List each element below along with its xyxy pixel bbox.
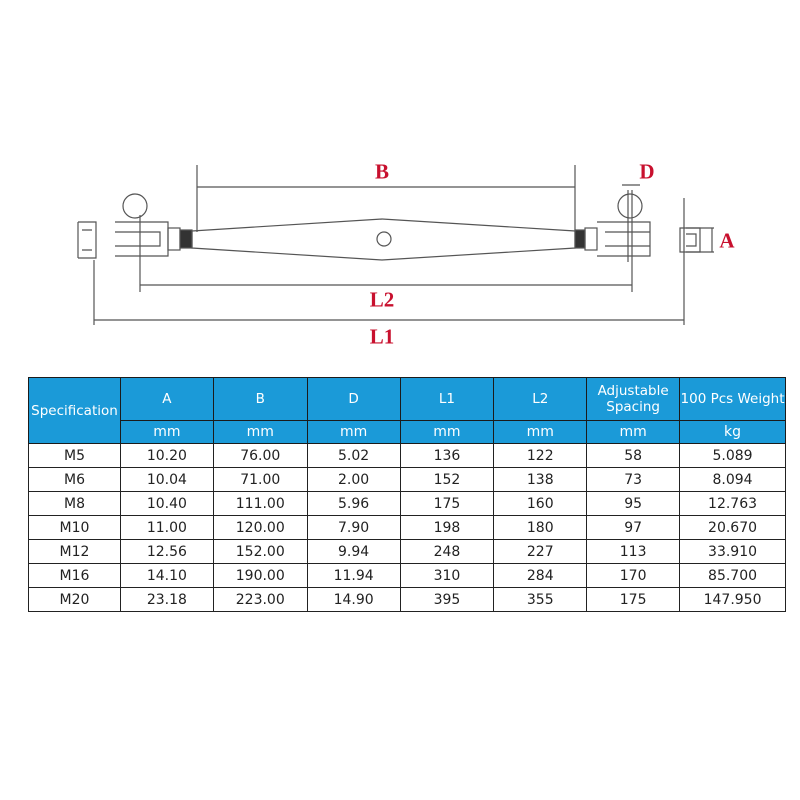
unit-cell: mm <box>494 421 587 444</box>
value-cell: 76.00 <box>213 444 307 468</box>
value-cell: 152 <box>400 468 494 492</box>
unit-cell: mm <box>400 421 494 444</box>
table-row <box>29 492 786 516</box>
value-cell: 113 <box>587 540 680 564</box>
value-cell: 10.40 <box>120 492 213 516</box>
value-cell: 284 <box>494 564 587 588</box>
value-cell: 58 <box>587 444 680 468</box>
value-cell: 12.56 <box>120 540 213 564</box>
spec-cell: M5 <box>29 444 121 468</box>
unit-cell: mm <box>307 421 400 444</box>
value-cell: 190.00 <box>213 564 307 588</box>
value-cell: 12.763 <box>680 492 786 516</box>
value-cell: 147.950 <box>680 588 786 612</box>
value-cell: 9.94 <box>307 540 400 564</box>
unit-cell: kg <box>680 421 786 444</box>
value-cell: 95 <box>587 492 680 516</box>
dimension-label-l2: L2 <box>369 287 395 312</box>
dimension-label-l1: L1 <box>369 324 395 349</box>
table-row <box>29 444 786 468</box>
value-cell: 14.10 <box>120 564 213 588</box>
value-cell: 310 <box>400 564 494 588</box>
value-cell: 5.02 <box>307 444 400 468</box>
header-row <box>29 378 786 421</box>
value-cell: 152.00 <box>213 540 307 564</box>
spec-cell: M10 <box>29 516 121 540</box>
value-cell: 223.00 <box>213 588 307 612</box>
value-cell: 111.00 <box>213 492 307 516</box>
specification-table <box>28 377 786 612</box>
value-cell: 7.90 <box>307 516 400 540</box>
value-cell: 175 <box>400 492 494 516</box>
dimension-label-d: D <box>639 159 655 184</box>
header-l2: L2 <box>494 378 587 421</box>
value-cell: 170 <box>587 564 680 588</box>
value-cell: 5.089 <box>680 444 786 468</box>
header-specification: Specification <box>29 378 121 444</box>
value-cell: 11.94 <box>307 564 400 588</box>
value-cell: 2.00 <box>307 468 400 492</box>
value-cell: 14.90 <box>307 588 400 612</box>
header-l1: L1 <box>400 378 494 421</box>
unit-row <box>29 421 786 444</box>
header-a: A <box>120 378 213 421</box>
value-cell: 33.910 <box>680 540 786 564</box>
spec-cell: M12 <box>29 540 121 564</box>
value-cell: 122 <box>494 444 587 468</box>
value-cell: 71.00 <box>213 468 307 492</box>
header-adjustable-spacing: Adjustable Spacing <box>587 378 680 421</box>
value-cell: 10.20 <box>120 444 213 468</box>
turnbuckle-diagram <box>0 0 800 360</box>
value-cell: 23.18 <box>120 588 213 612</box>
value-cell: 175 <box>587 588 680 612</box>
dimension-label-a: A <box>719 228 735 253</box>
spec-cell: M16 <box>29 564 121 588</box>
spec-cell: M6 <box>29 468 121 492</box>
value-cell: 8.094 <box>680 468 786 492</box>
header-weight: 100 Pcs Weight <box>680 378 786 421</box>
value-cell: 20.670 <box>680 516 786 540</box>
value-cell: 180 <box>494 516 587 540</box>
value-cell: 198 <box>400 516 494 540</box>
value-cell: 73 <box>587 468 680 492</box>
unit-cell: mm <box>213 421 307 444</box>
unit-cell: mm <box>120 421 213 444</box>
spec-cell: M20 <box>29 588 121 612</box>
value-cell: 355 <box>494 588 587 612</box>
unit-cell: mm <box>587 421 680 444</box>
value-cell: 138 <box>494 468 587 492</box>
value-cell: 97 <box>587 516 680 540</box>
value-cell: 120.00 <box>213 516 307 540</box>
table-row <box>29 564 786 588</box>
dimension-label-b: B <box>374 159 390 184</box>
value-cell: 5.96 <box>307 492 400 516</box>
value-cell: 160 <box>494 492 587 516</box>
value-cell: 395 <box>400 588 494 612</box>
header-b: B <box>213 378 307 421</box>
spec-cell: M8 <box>29 492 121 516</box>
value-cell: 11.00 <box>120 516 213 540</box>
value-cell: 10.04 <box>120 468 213 492</box>
header-d: D <box>307 378 400 421</box>
table-row <box>29 588 786 612</box>
value-cell: 136 <box>400 444 494 468</box>
table-row <box>29 516 786 540</box>
value-cell: 248 <box>400 540 494 564</box>
table-row <box>29 468 786 492</box>
value-cell: 85.700 <box>680 564 786 588</box>
value-cell: 227 <box>494 540 587 564</box>
table-row <box>29 540 786 564</box>
